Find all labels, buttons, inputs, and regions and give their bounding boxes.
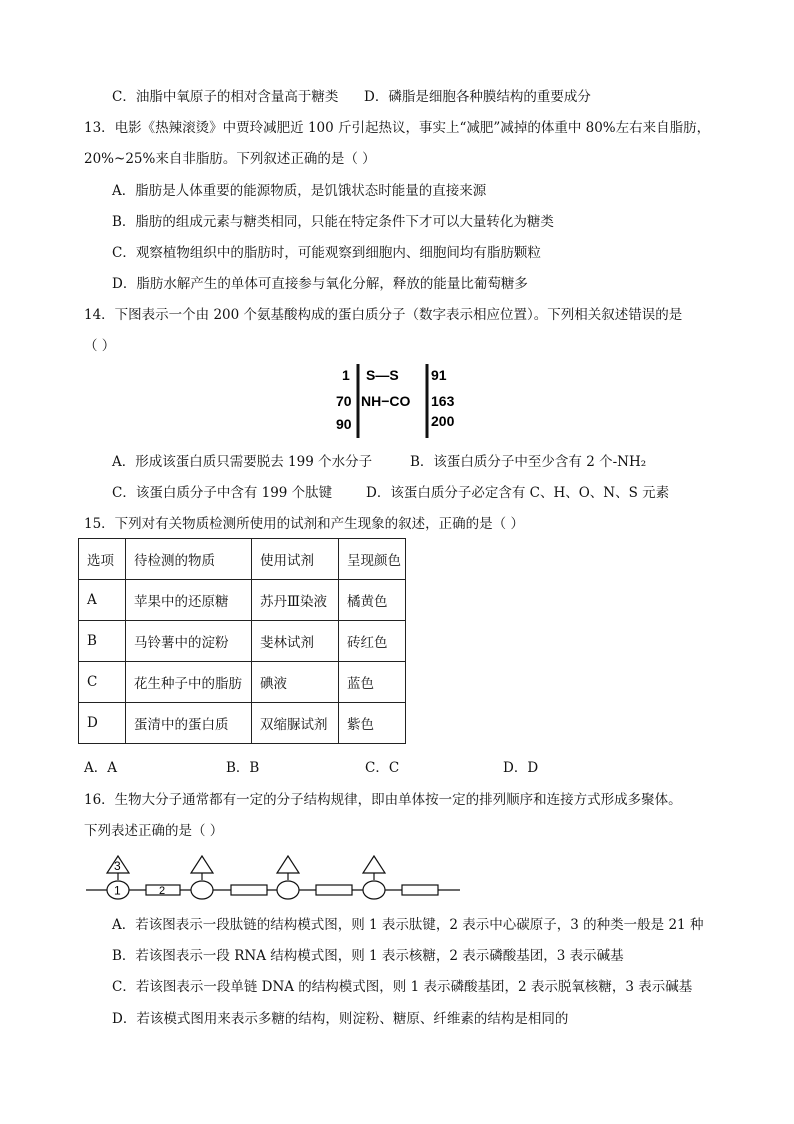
monomer-unit-3 [277, 856, 299, 899]
q14-option-a: A．形成该蛋白质只需要脱去 199 个水分子 [112, 454, 373, 470]
table-cell: 斐林试剂 [252, 621, 339, 662]
disulfide-bond-label: S—S [366, 367, 399, 383]
label-1: 1 [114, 883, 121, 898]
table-header-cell: 选项 [79, 539, 126, 580]
table-cell: 苹果中的还原糖 [126, 580, 252, 621]
rectangle-group [402, 885, 438, 895]
q15-option-c: C．C [365, 760, 400, 776]
table-cell: 碘液 [252, 662, 339, 703]
table-cell: 花生种子中的脂肪 [126, 662, 252, 703]
q13-option-c: C．观察植物组织中的脂肪时，可能观察到细胞内、细胞间均有脂肪颗粒 [112, 245, 541, 261]
table-header-cell: 待检测的物质 [126, 539, 252, 580]
q16-option-b: B．若该图表示一段 RNA 结构模式图，则 1 表示核糖，2 表示磷酸基团，3 表示碱基 [112, 948, 624, 964]
table-cell: 紫色 [339, 703, 406, 744]
q15-table [78, 538, 406, 744]
position-90-label: 90 [336, 416, 352, 432]
q16-stem-line2: 下列表述正确的是（ ） [84, 823, 224, 839]
position-1-label: 1 [342, 367, 350, 383]
q13-stem-line1: 13．电影《热辣滚烫》中贾玲减肥近 100 斤引起热议，事实上“减肥”减掉的体重中 80%左右来自脂肪， [84, 120, 711, 136]
label-3: 3 [114, 859, 121, 873]
q13-option-a: A．脂肪是人体重要的能源物质，是饥饿状态时能量的直接来源 [112, 183, 487, 199]
table-cell: D [79, 703, 126, 744]
table-header-row [79, 539, 406, 580]
table-row [79, 662, 406, 703]
table-cell: 橘黄色 [339, 580, 406, 621]
q15-option-b: B．B [226, 760, 260, 776]
q15-option-a: A．A [84, 760, 117, 776]
monomer-chain-diagram [84, 853, 464, 901]
position-91-label: 91 [431, 367, 447, 383]
table-cell: B [79, 621, 126, 662]
q13-option-d: D．脂肪水解产生的单体可直接参与氧化分解，释放的能量比葡萄糖多 [112, 276, 528, 292]
q12-option-c: C．油脂中氧原子的相对含量高于糖类 [112, 89, 339, 105]
table-cell: 蛋清中的蛋白质 [126, 703, 252, 744]
table-header-cell: 使用试剂 [252, 539, 339, 580]
label-2: 2 [159, 885, 166, 897]
protein-structure-diagram [330, 360, 470, 442]
q16-option-c: C．若该图表示一段单链 DNA 的结构模式图，则 1 表示磷酸基团，2 表示脱氧核糖，3 表示碱基 [112, 979, 693, 995]
q15-stem: 15．下列对有关物质检测所使用的试剂和产生现象的叙述，正确的是（ ） [84, 516, 524, 532]
table-cell: C [79, 662, 126, 703]
q12-option-d: D．磷脂是细胞各种膜结构的重要成分 [364, 89, 591, 105]
table-cell: 马铃薯中的淀粉 [126, 621, 252, 662]
table-row [79, 621, 406, 662]
table-row [79, 703, 406, 744]
rectangle-group [231, 885, 267, 895]
monomer-unit-4 [363, 856, 385, 899]
monomer-unit-1 [107, 856, 129, 899]
q16-stem-line1: 16．生物大分子通常都有一定的分子结构规律，即由单体按一定的排列顺序和连接方式形成多聚体。 [84, 792, 682, 808]
position-163-label: 163 [431, 393, 455, 409]
table-cell: 砖红色 [339, 621, 406, 662]
table-cell: 蓝色 [339, 662, 406, 703]
q14-stem-line2: （ ） [84, 338, 116, 354]
position-200-label: 200 [431, 413, 455, 429]
q15-option-d: D．D [503, 760, 539, 776]
q16-option-d: D．若该模式图用来表示多糖的结构，则淀粉、糖原、纤维素的结构是相同的 [112, 1011, 569, 1027]
monomer-unit-2 [191, 856, 213, 899]
q14-stem-line1: 14．下图表示一个由 200 个氨基酸构成的蛋白质分子（数字表示相应位置）。下列相关叙述错误的是 [84, 307, 683, 323]
table-row [79, 580, 406, 621]
table-header-cell: 呈现颜色 [339, 539, 406, 580]
q16-option-a: A．若该图表示一段肽链的结构模式图，则 1 表示肽键，2 表示中心碳原子，3 的种类一般是 21 种 [112, 917, 704, 933]
rectangle-group [316, 885, 352, 895]
q14-option-b: B．该蛋白质分子中至少含有 2 个-NH₂ [410, 454, 647, 470]
table-cell: 双缩脲试剂 [252, 703, 339, 744]
table-cell: 苏丹Ⅲ染液 [252, 580, 339, 621]
q13-option-b: B．脂肪的组成元素与糖类相同，只能在特定条件下才可以大量转化为糖类 [112, 214, 554, 230]
table-cell: A [79, 580, 126, 621]
position-70-label: 70 [336, 393, 352, 409]
peptide-bond-label: NH−CO [361, 393, 411, 409]
q14-option-c: C．该蛋白质分子中含有 199 个肽键 [112, 485, 333, 501]
q13-stem-line2: 20%~25%来自非脂肪。下列叙述正确的是（ ） [84, 151, 376, 167]
q14-option-d: D．该蛋白质分子必定含有 C、H、O、N、S 元素 [366, 485, 670, 501]
